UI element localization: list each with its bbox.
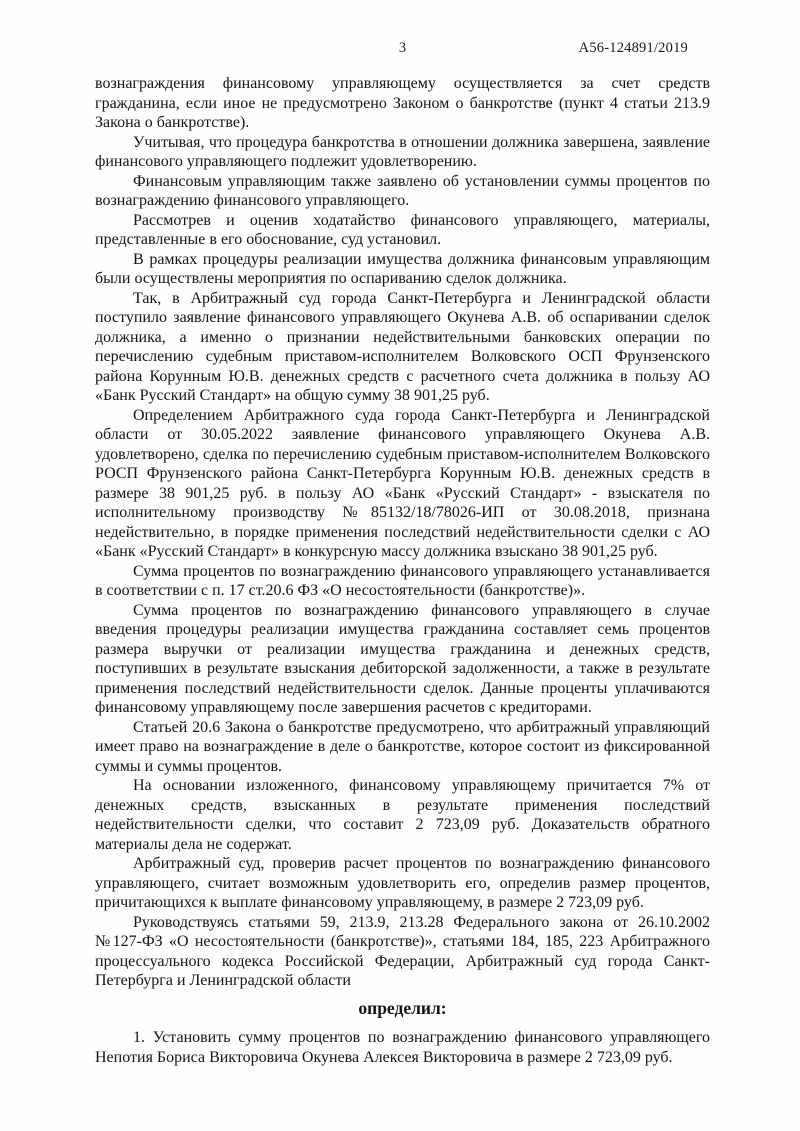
case-number: А56-124891/2019 <box>578 40 688 56</box>
paragraph: Сумма процентов по вознаграждению финансового управляющего в случае введения процедуры реализации имущества гражданина составляет семь процентов размера выручки от реализации имущества гражданина и денежных средств, поступивших в результате взыскания дебиторской задолженности, а также в результате применения последствий недействительности сделок. Данные проценты уплачиваются финансовому управляющему после завершения расчетов с кредиторами. <box>95 601 710 716</box>
ruling-heading: определил: <box>358 997 447 1018</box>
paragraph: Финансовым управляющим также заявлено об установлении суммы процентов по вознаграждению финансового управляющего. <box>95 172 710 209</box>
operative-paragraph: 1. Установить сумму процентов по вознаграждению финансового управляющего Непотия Бориса Викторовича Окунева Алексея Викторовича в размере 2 723,09 руб. <box>95 1029 710 1066</box>
paragraph: Руководствуясь статьями 59, 213.9, 213.28 Федерального закона от 26.10.2002 №127-ФЗ «О несостоятельности (банкротстве)», статьями 184, 185, 223 Арбитражного процессуального кодекса Российской Федерации, Арбитражный суд города Санкт-Петербурга и Ленинградской области <box>95 913 710 989</box>
paragraph: Так, в Арбитражный суд города Санкт-Петербурга и Ленинградской области поступило заявление финансового управляющего Окунева А.В. об оспаривании сделок должника, а именно о признании недействительными банковских операции по перечислению судебным приставом-исполнителем Волковского ОСП Фрунзенского района Корунным Ю.В. денежных средств с расчетного счета должника в пользу АО «Банк Русский Стандарт» на общую сумму 38 901,25 руб. <box>95 289 710 404</box>
page-header <box>95 40 710 60</box>
document-body <box>95 74 710 1067</box>
page-number: 3 <box>398 40 407 56</box>
paragraph: Рассмотрев и оценив ходатайство финансового управляющего, материалы, представленные в его обоснование, суд установил. <box>95 211 710 248</box>
paragraph: Статьей 20.6 Закона о банкротстве предусмотрено, что арбитражный управляющий имеет право на вознаграждение в деле о банкротстве, которое состоит из фиксированной суммы и суммы процентов. <box>95 718 710 775</box>
paragraph: Определением Арбитражного суда города Санкт-Петербурга и Ленинградской области от 30.05.2022 заявление финансового управляющего Окунева А.В. удовлетворено, сделка по перечислению судебным приставом-исполнителем Волковского РОСП Фрунзенского района Санкт-Петербурга Корунным Ю.В. денежных средств в размере 38 901,25 руб. в пользу АО «Банк «Русский Стандарт» - взыскателя по исполнительному производству №85132/18/78026-ИП от 30.08.2018, признана недействительно, в порядке применения последствий недействительности сделки с АО «Банк «Русский Стандарт» в конкурсную массу должника взыскано 38 901,25 руб. <box>95 406 710 560</box>
paragraph: В рамках процедуры реализации имущества должника финансовым управляющим были осуществлены мероприятия по оспариванию сделок должника. <box>95 250 710 287</box>
paragraph: На основании изложенного, финансовому управляющему причитается 7% от денежных средств, взысканных в результате применения последствий недействительности сделки, что составит 2 723,09 руб. Доказательств обратного материалы дела не содержат. <box>95 777 710 853</box>
paragraph: Арбитражный суд, проверив расчет процентов по вознаграждению финансового управляющего, считает возможным удовлетворить его, определив размер процентов, причитающихся к выплате финансовому управляющему, в размере 2 723,09 руб. <box>95 855 710 911</box>
paragraph: Учитывая, что процедура банкротства в отношении должника завершена, заявление финансового управляющего подлежит удовлетворению. <box>95 133 710 170</box>
paragraph: Сумма процентов по вознаграждению финансового управляющего устанавливается в соответствии с п. 17 ст.20.6 ФЗ «О несостоятельности (банкротстве)». <box>95 562 710 599</box>
paragraph: вознаграждения финансовому управляющему осуществляется за счет средств гражданина, если иное не предусмотрено Законом о банкротстве (пункт 4 статьи 213.9 Закона о банкротстве). <box>95 75 710 131</box>
